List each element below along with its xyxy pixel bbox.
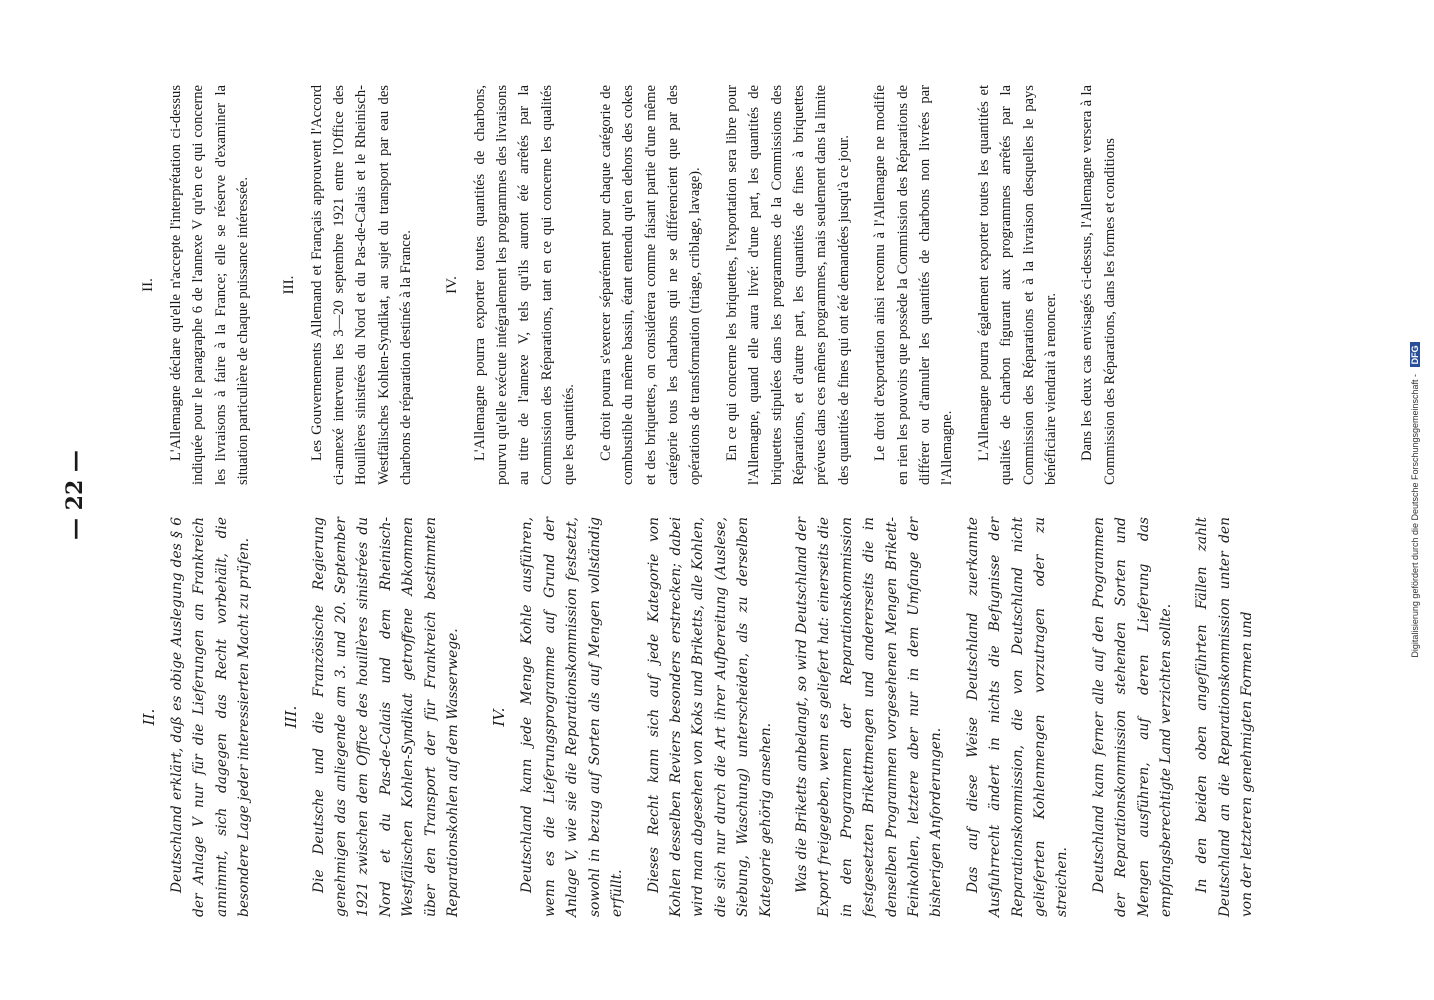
section-heading: III. — [281, 705, 300, 729]
section-heading: II. — [140, 278, 156, 292]
dfg-logo: DFG — [1410, 342, 1420, 367]
paragraph: Deutschland kann ferner alle auf den Programmen der Reparationskommission stehenden Sorten und Mengen ausführen, auf deren Lieferung das empfangsberechtigte Land verzichten sollte. — [1090, 517, 1175, 917]
paragraph: En ce qui concerne les briquettes, l'exportation sera libre pour l'Allemagne, quand elle aura livré: d'une part, les quantités de briquettes stipulées dans les programmes de la Commissions des Réparations, et d'autre part, les quantités de fines à briquettes prévues dans ces mêmes programmes, mais seulement dans la limite des quantités de fines qui ont été demandées jusqu'à ce jour. — [723, 85, 852, 485]
digitization-credit — [1410, 0, 1420, 1000]
german-column — [140, 517, 1256, 917]
paragraph: Das auf diese Weise Deutschland zuerkannte Ausfuhrrecht ändert in nichts die Befugnisse der Reparationskommission, die von Deutschland nicht gelieferten Kohlenmengen vorzutragen oder zu streichen. — [964, 517, 1071, 917]
german-section-iii — [282, 517, 465, 917]
section-heading: III. — [280, 275, 297, 295]
section-heading: IV. — [443, 276, 460, 294]
paragraph: Les Gouvernements Allemand et Français approuvent l'Accord ci-annexé intervenu les 3—20 septembre 1921 entre l'Office des Houillères sinistrées du Nord et du Pas-de-Calais et le Rheinisch-Westfälisches Kohlen-Syndikat, au sujet du transport par eau des charbons de réparation destinés à la France. — [308, 85, 415, 485]
section-heading: IV. — [490, 707, 509, 727]
paragraph: L'Allemagne pourra également exporter toutes les quantités et qualités de charbon figurant aux programmes arrêtés par la Commission des Réparations et à la livraison desquelles le pays bénéficiaire viendrait à renoncer. — [975, 85, 1059, 485]
french-column — [140, 85, 1320, 485]
page-number-header: — 22 — — [62, 450, 88, 540]
credit-text: Digitalisierung gefördert durch die Deutsche Forschungsgemeinschaft - — [1410, 373, 1420, 658]
paragraph: In den beiden oben angeführten Fällen zahlt Deutschland an die Reparationskommission unter den von der letzteren genehmigten Formen und — [1194, 517, 1256, 917]
paragraph: L'Allemagne déclare qu'elle n'accepte l'interprétation ci-dessus indiquée pour le paragraphe 6 de l'annexe V qu'en ce qui concerne les livraisons à faire à la France; elle se réserve d'examiner la situation particulière de chaque puissance intéressée. — [168, 85, 252, 485]
french-section-iv — [444, 85, 1122, 485]
paragraph: Dieses Recht kann sich auf jede Kategorie von Kohlen desselben Reviers besonders erstrecken; dabei wird man abgesehen von Koks und Briketts, alle Kohlen, die sich nur durch die Art ihrer Aufbereitung (Auslese, Siebung, Waschung) unterscheiden, als zu derselben Kategorie gehörig ansehen. — [645, 517, 774, 917]
french-section-iii — [281, 85, 418, 485]
paragraph: Dans les deux cas envisagés ci-dessus, l'Allemagne versera à la Commission des Réparations, dans les formes et conditions — [1079, 85, 1118, 485]
paragraph: Deutschland erklärt, daß es obige Auslegung des § 6 der Anlage V nur für die Lieferungen an Frankreich annimmt, sich dagegen das Recht vorbehält, die besondere Lage jeder interessierten Macht zu prüfen. — [169, 517, 253, 917]
paragraph: Was die Briketts anbelangt, so wird Deutschland der Export freigegeben, wenn es geliefert hat: einerseits die in den Programmen der Reparationskommission festgesetzten Brikettmengen und andererseits die in denselben Programmen vorgesehenen Mengen Brikett-Feinkohlen, letztere aber nur in dem Umfange der bisherigen Anforderungen. — [793, 517, 945, 917]
paragraph: Ce droit pourra s'exercer séparément pour chaque catégorie de combustible du même bassin, étant entendu qu'en dehors des cokes et des briquettes, on considérera comme faisant partie d'une même catégorie tous les charbons qui ne se différencient que par des opérations de transformation (triage, criblage, lavage). — [597, 85, 704, 485]
paragraph: L'Allemagne pourra exporter toutes quantités de charbons, pourvu qu'elle exécute intégralement les programmes des livraisons au titre de l'annexe V, tels qu'ils auront été arrêtés par la Commission des Réparations, tant en ce qui concerne les qualités que les quantités. — [471, 85, 578, 485]
section-heading: II. — [140, 708, 158, 726]
paragraph: Die Deutsche und die Französische Regierung genehmigen das anliegende am 3. und 20. September 1921 zwischen dem Office des houillères sinistrées du Nord et du Pas-de-Calais und dem Rheinisch-Westfälischen Kohlen-Syndikat getroffene Abkommen über den Transport der für Frankreich bestimmten Reparationskohlen auf dem Wasserwege. — [310, 517, 462, 917]
french-section-ii — [140, 85, 255, 485]
german-section-ii — [140, 517, 256, 917]
paragraph: Le droit d'exportation ainsi reconnu à l'Allemagne ne modifie en rien les pouvoirs que possède la Commission des Réparations de différer ou d'annuler les quantités de charbons non livrées par l'Allemagne. — [872, 85, 956, 485]
paragraph: Deutschland kann jede Menge Kohle ausführen, wenn es die Lieferungsprogramme auf Grund der Anlage V, wie sie die Reparationskommission festsetzt, sowohl in bezug auf Sorten als auf Mengen vollständig erfüllt. — [519, 517, 626, 917]
german-section-iv — [490, 517, 1258, 917]
